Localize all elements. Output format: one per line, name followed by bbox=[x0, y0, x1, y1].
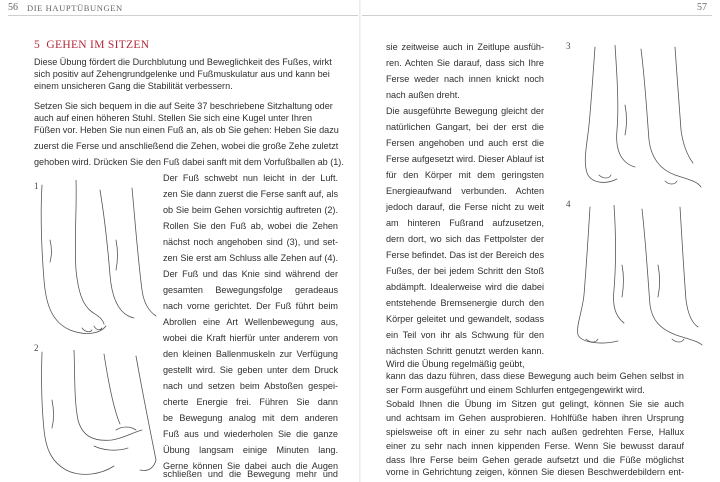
foot-illustration-1 bbox=[30, 180, 160, 340]
text-line: dass Ihre Ferse beim Gehen gerade aufsetzt und die Füße möglichst bbox=[386, 455, 684, 465]
section-title bbox=[34, 39, 149, 51]
text-line: zen Sie dann zuerst die Ferse sanft auf, als bbox=[163, 189, 338, 199]
text-line: gestellt wird. Sie geben unter dem Druck bbox=[163, 365, 338, 375]
text-line: Die ausgeführte Bewegung gleicht der bbox=[386, 106, 544, 116]
left-page-number: 56 bbox=[8, 2, 18, 13]
text-line: und achtsam im Gehen ausprobieren. Hohlfüße haben ihren Ursprung bbox=[386, 413, 684, 423]
text-line: Der Fuß schwebt nun leicht in der Luft. bbox=[163, 173, 338, 183]
text-line: Füßen vor. Heben Sie nun einen Fuß an, als ob Sie gehen: Heben Sie dazu bbox=[34, 125, 339, 135]
text-line: natürlichen Gangart, bei der erst die bbox=[386, 122, 544, 132]
text-line: Fersen angehoben und auch erst die bbox=[386, 138, 544, 148]
text-line: gesamten Bewegungsfolge geradeaus bbox=[163, 285, 338, 295]
text-line: ein Teil von ihr als Schwung für den bbox=[386, 330, 544, 340]
figure-number-1: 1 bbox=[34, 181, 39, 191]
figure-number-2: 2 bbox=[34, 343, 39, 353]
text-line: für den Körper mit dem geringsten bbox=[386, 170, 544, 180]
right-header-rule bbox=[362, 15, 712, 16]
text-line: abdämpft. Idealerweise wird die dabei bbox=[386, 282, 544, 292]
book-gutter bbox=[359, 0, 361, 482]
right-page-number: 57 bbox=[697, 2, 707, 13]
section-title-text: GEHEN IM SITZEN bbox=[46, 39, 150, 51]
foot-illustration-2 bbox=[32, 350, 162, 480]
text-line: einer zu sehr nach innen kippenden Ferse. Wenn Sie bewusst darauf bbox=[386, 441, 684, 451]
text-line: jedoch darauf, die Ferse nicht zu weit bbox=[386, 202, 544, 212]
text-line: Rollen Sie den Fuß ab, wobei die Zehen bbox=[163, 221, 338, 231]
text-line: zuerst die Ferse und anschließend die Zehen, wobei die große Zehe zuletzt bbox=[34, 141, 339, 151]
text-line: spielsweise oft in einer zu sehr nach außen gedrehten Ferse, Hallux bbox=[386, 427, 684, 437]
text-line: Gerne können Sie dabei auch die Augen bbox=[163, 461, 338, 471]
figure-number-3: 3 bbox=[566, 41, 571, 51]
text-line: ob Sie beim Gehen vorsichtig auftreten (2). bbox=[163, 205, 338, 215]
text-line: Fuß aus und wiederholen Sie die ganze bbox=[163, 429, 338, 439]
text-line: Diese Übung fördert die Durchblutung und Beweglichkeit des Fußes, wirkt bbox=[34, 57, 332, 67]
text-line: Ferse aufgesetzt wird. Dieser Ablauf ist bbox=[386, 154, 544, 164]
text-line: Ferse weder nach innen knickt noch bbox=[386, 74, 544, 84]
text-line: nach außen dreht. bbox=[386, 90, 460, 100]
text-line: vorne in Gehrichtung zeigen, können Sie diesen Beschwerdebildern ent- bbox=[386, 467, 684, 477]
text-line: sie zeitweise auch in Zeitlupe ausfüh- bbox=[386, 42, 544, 52]
text-line: Wird die Übung regelmäßig geübt, bbox=[386, 359, 525, 369]
text-line: Abrollen eine Art Wellenbewegung aus, bbox=[163, 317, 338, 327]
text-line: am hinteren Fußrand aufzusetzen, bbox=[386, 218, 544, 228]
figure-number-4: 4 bbox=[566, 199, 571, 209]
text-line: ser Form ausgeführt und einem Schlurfen entgegengewirkt wird. bbox=[386, 385, 645, 395]
foot-illustration-4 bbox=[562, 205, 707, 355]
text-line: schließen und die Bewegung mehr und bbox=[163, 469, 338, 479]
text-line: entstehende Bremsenergie durch den bbox=[386, 298, 544, 308]
text-line: gehoben wird. Drücken Sie den Fuß dabei sanft mit dem Vorfußballen ab (1). bbox=[34, 157, 344, 167]
text-line: Sobald Ihnen die Übung im Sitzen gut gelingt, können Sie sie auch bbox=[386, 399, 684, 409]
text-line: ren. Achten Sie darauf, dass sich Ihre bbox=[386, 58, 544, 68]
text-line: be Bewegung analog mit dem anderen bbox=[163, 413, 338, 423]
text-line: einem unsicheren Gang die Stabilität verbessern. bbox=[34, 81, 233, 91]
text-line: nächst noch angehoben sind (3), und set- bbox=[163, 237, 338, 247]
foot-illustration-3 bbox=[565, 45, 705, 195]
text-line: nächsten Schritt genutzt werden kann. bbox=[386, 346, 544, 356]
left-header-rule bbox=[8, 15, 358, 16]
running-head: DIE HAUPTÜBUNGEN bbox=[27, 3, 123, 13]
text-line: Setzen Sie sich bequem in die auf Seite 37 beschriebene Sitzhaltung oder bbox=[34, 101, 333, 111]
text-line: Körper geleitet und gewandelt, sodass bbox=[386, 314, 544, 324]
text-line: dern dort, wo sich das Fettpolster der bbox=[386, 234, 544, 244]
section-number: 5 bbox=[34, 39, 41, 51]
text-line: nach vorne gerichtet. Der Fuß führt beim bbox=[163, 301, 338, 311]
text-line: kann das dazu führen, dass diese Bewegung auch beim Gehen selbst in bbox=[386, 371, 684, 381]
text-line: auch auf einen höheren Stuhl. Stellen Sie sich eine Kugel unter Ihren bbox=[34, 113, 313, 123]
text-line: Ferse befindet. Das ist der Bereich des bbox=[386, 250, 544, 260]
text-line: wobei die Kraft hierfür unter anderem von bbox=[163, 333, 338, 343]
text-line: Fußes, der bei jedem Schritt den Stoß bbox=[386, 266, 544, 276]
text-line: den kleinen Ballenmuskeln zur Verfügung bbox=[163, 349, 338, 359]
text-line: nach und setzen beim Abstoßen gespei- bbox=[163, 381, 338, 391]
text-line: sich positiv auf Zehengrundgelenke und Fußmuskulatur aus und kann bei bbox=[34, 69, 330, 79]
text-line: cherte Energie frei. Führen Sie dann bbox=[163, 397, 338, 407]
text-line: Energieaufwand verbunden. Achten bbox=[386, 186, 544, 196]
text-line: zen Sie erst am Schluss alle Zehen auf (4). bbox=[163, 253, 338, 263]
text-line: Der Fuß und das Knie sind während der bbox=[163, 269, 338, 279]
text-line: Übung langsam einige Minuten lang. bbox=[163, 445, 338, 455]
